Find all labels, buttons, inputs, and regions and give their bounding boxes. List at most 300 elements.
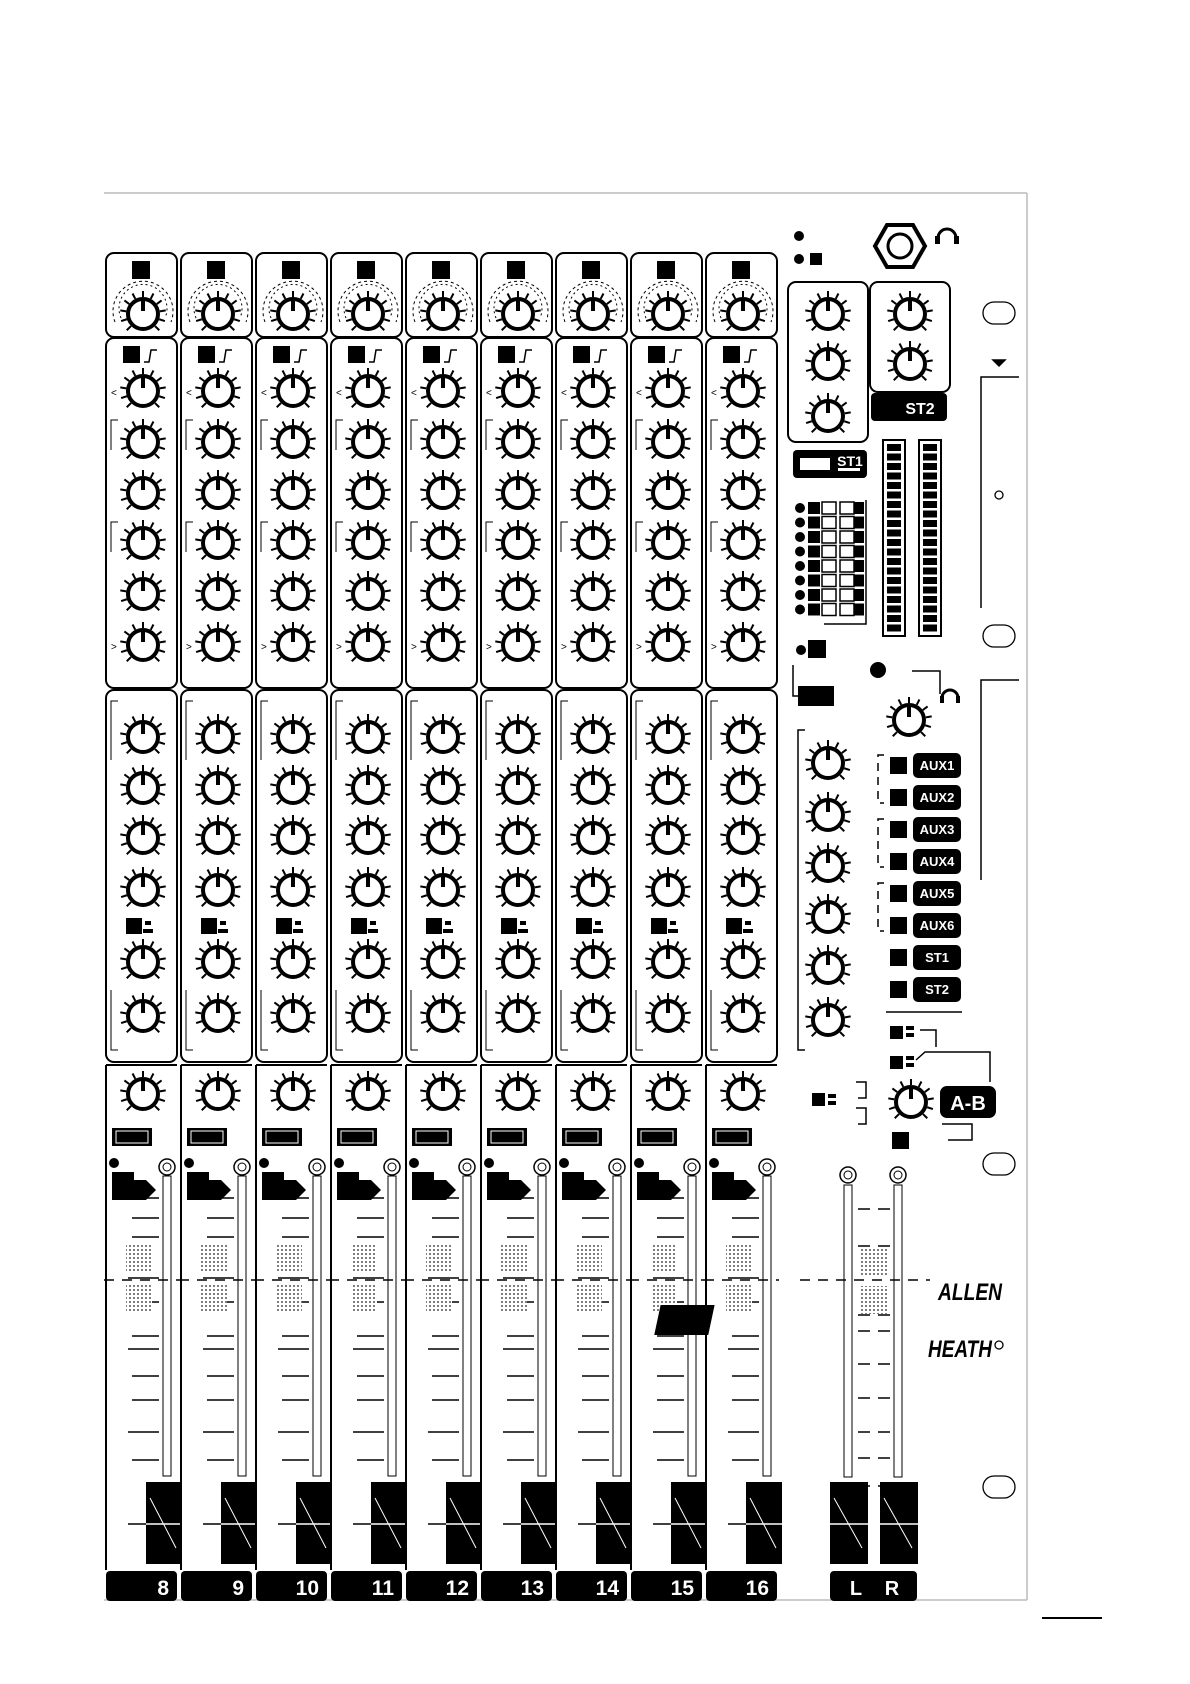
eq-knob-icon[interactable] bbox=[495, 520, 540, 559]
aux-label: AUX6 bbox=[919, 918, 955, 933]
pan-knob[interactable] bbox=[195, 1071, 240, 1110]
pad-switch[interactable] bbox=[357, 261, 375, 279]
fader-cap-icon[interactable] bbox=[278, 1482, 332, 1564]
eq-knob-icon[interactable] bbox=[495, 368, 540, 407]
peak-led bbox=[234, 1159, 250, 1175]
gain-knob[interactable] bbox=[645, 291, 690, 330]
eq-knob-icon[interactable] bbox=[645, 368, 690, 407]
fader-cap-icon[interactable] bbox=[728, 1482, 782, 1564]
aux-knob-icon[interactable] bbox=[345, 993, 390, 1032]
aux-knob-icon[interactable] bbox=[645, 939, 690, 978]
aux-knob-icon[interactable] bbox=[495, 815, 540, 854]
ab-level-knob[interactable] bbox=[888, 1079, 933, 1118]
pfl-button[interactable] bbox=[637, 1172, 681, 1200]
pad-switch[interactable] bbox=[282, 261, 300, 279]
eq-knob-icon[interactable] bbox=[195, 470, 240, 509]
hpf-icon bbox=[744, 350, 757, 362]
fader-cap-icon[interactable] bbox=[830, 1482, 868, 1564]
aux-master-knob[interactable] bbox=[805, 792, 850, 831]
ab-button[interactable] bbox=[940, 1086, 996, 1118]
eq-knob-icon[interactable] bbox=[495, 571, 540, 610]
pad-switch[interactable] bbox=[132, 261, 150, 279]
pad-switch[interactable] bbox=[432, 261, 450, 279]
aux-knob-icon[interactable] bbox=[720, 765, 765, 804]
aux-knob-icon[interactable] bbox=[270, 765, 315, 804]
eq-knob-icon[interactable] bbox=[120, 419, 165, 458]
switch-icon[interactable] bbox=[890, 821, 907, 838]
switch-icon[interactable] bbox=[822, 589, 836, 601]
eq-bracket bbox=[561, 420, 568, 450]
pre-post-icon bbox=[518, 929, 528, 933]
eq-knob-icon[interactable] bbox=[570, 571, 615, 610]
led-icon bbox=[795, 503, 805, 513]
aux-knob-icon[interactable] bbox=[495, 867, 540, 906]
switch-icon[interactable] bbox=[840, 560, 854, 572]
aux-knob-icon[interactable] bbox=[120, 993, 165, 1032]
eq-knob-icon[interactable] bbox=[570, 368, 615, 407]
aux-knob-icon[interactable] bbox=[570, 993, 615, 1032]
eq-bracket bbox=[186, 522, 193, 552]
fader-track bbox=[388, 1176, 396, 1476]
led-icon bbox=[795, 547, 805, 557]
pfl-button[interactable] bbox=[337, 1172, 381, 1200]
hpf-switch[interactable] bbox=[273, 346, 290, 363]
aux-label: ST1 bbox=[925, 950, 949, 965]
aux-route-aux4[interactable] bbox=[890, 849, 961, 874]
switch-icon[interactable] bbox=[822, 560, 836, 572]
hpf-switch[interactable] bbox=[423, 346, 440, 363]
switch-icon[interactable] bbox=[890, 1056, 903, 1069]
switch-icon[interactable] bbox=[890, 917, 907, 934]
hpf-switch[interactable] bbox=[648, 346, 665, 363]
switch-icon[interactable] bbox=[854, 575, 864, 587]
aux-master-knob[interactable] bbox=[805, 945, 850, 984]
gain-knob[interactable] bbox=[120, 291, 165, 330]
eq-knob-icon[interactable] bbox=[345, 571, 390, 610]
switch-icon[interactable] bbox=[812, 1093, 825, 1106]
eq-knob-icon[interactable] bbox=[420, 419, 465, 458]
switch-icon[interactable] bbox=[808, 589, 820, 601]
eq-bracket bbox=[111, 420, 118, 450]
switch-icon[interactable] bbox=[822, 546, 836, 558]
eq-knob-icon[interactable] bbox=[195, 622, 240, 661]
aux-knob-icon[interactable] bbox=[645, 815, 690, 854]
aux-master-knob[interactable] bbox=[805, 997, 850, 1036]
st2-return-knob[interactable] bbox=[887, 291, 932, 330]
eq-knob-icon[interactable] bbox=[345, 368, 390, 407]
aux-knob-icon[interactable] bbox=[195, 765, 240, 804]
master-label-plate bbox=[830, 1571, 917, 1601]
pan-knob[interactable] bbox=[645, 1071, 690, 1110]
eq-knob-icon[interactable] bbox=[645, 419, 690, 458]
fader-cap-icon[interactable] bbox=[353, 1482, 407, 1564]
pre-post-switch[interactable] bbox=[201, 918, 217, 934]
switch-icon[interactable] bbox=[840, 502, 854, 514]
hpf-switch[interactable] bbox=[123, 346, 140, 363]
aux-knob-icon[interactable] bbox=[420, 714, 465, 753]
switch-icon[interactable] bbox=[840, 604, 854, 616]
eq-knob-icon[interactable] bbox=[570, 470, 615, 509]
pre-post-switch[interactable] bbox=[576, 918, 592, 934]
st1-return-knob[interactable] bbox=[805, 393, 850, 432]
eq-knob-icon[interactable] bbox=[120, 470, 165, 509]
eq-knob-icon[interactable] bbox=[570, 622, 615, 661]
pan-knob[interactable] bbox=[720, 1071, 765, 1110]
switch-icon[interactable] bbox=[890, 789, 907, 806]
gain-knob[interactable] bbox=[345, 291, 390, 330]
aux-knob-icon[interactable] bbox=[570, 714, 615, 753]
switch-icon[interactable] bbox=[808, 604, 820, 616]
mounting-hole-icon bbox=[983, 1476, 1015, 1498]
led-icon bbox=[559, 1158, 569, 1168]
fader-cap-icon[interactable] bbox=[578, 1482, 632, 1564]
aux-knob-icon[interactable] bbox=[345, 939, 390, 978]
eq-knob-icon[interactable] bbox=[195, 368, 240, 407]
phones-level-knob[interactable] bbox=[886, 697, 931, 736]
switch-icon[interactable] bbox=[808, 531, 820, 543]
switch-icon[interactable] bbox=[840, 517, 854, 529]
eq-knob-icon[interactable] bbox=[645, 571, 690, 610]
fader-cap-icon[interactable] bbox=[203, 1482, 257, 1564]
aux-knob-icon[interactable] bbox=[420, 993, 465, 1032]
master-label-right: R bbox=[884, 1578, 900, 1600]
gain-knob[interactable] bbox=[495, 291, 540, 330]
eq-knob-icon[interactable] bbox=[720, 571, 765, 610]
pad-switch[interactable] bbox=[657, 261, 675, 279]
switch-icon[interactable] bbox=[890, 757, 907, 774]
fader-cap-icon[interactable] bbox=[653, 1482, 707, 1564]
pre-post-switch[interactable] bbox=[126, 918, 142, 934]
switch-icon[interactable] bbox=[890, 981, 907, 998]
aux-bracket bbox=[186, 701, 193, 760]
aux-knob-icon[interactable] bbox=[120, 939, 165, 978]
pan-knob[interactable] bbox=[420, 1071, 465, 1110]
switch-icon[interactable] bbox=[840, 546, 854, 558]
pfl-button[interactable] bbox=[112, 1172, 156, 1200]
eq-knob-icon[interactable] bbox=[345, 419, 390, 458]
aux-knob-icon[interactable] bbox=[120, 765, 165, 804]
switch-icon[interactable] bbox=[822, 502, 836, 514]
pfl-button[interactable] bbox=[187, 1172, 231, 1200]
aux-route-aux3[interactable] bbox=[890, 817, 961, 842]
aux-route-aux2[interactable] bbox=[890, 785, 961, 810]
aux-route-aux6[interactable] bbox=[890, 913, 961, 938]
eq-knob-icon[interactable] bbox=[420, 470, 465, 509]
aux-knob-icon[interactable] bbox=[570, 867, 615, 906]
headphone-icon bbox=[935, 229, 959, 244]
pad-switch[interactable] bbox=[207, 261, 225, 279]
fader-track bbox=[844, 1185, 852, 1477]
aux-knob-icon[interactable] bbox=[420, 765, 465, 804]
aux-knob-icon[interactable] bbox=[270, 867, 315, 906]
switch-icon[interactable] bbox=[808, 560, 820, 572]
aux-knob-icon[interactable] bbox=[495, 714, 540, 753]
switch-icon[interactable] bbox=[890, 1026, 903, 1039]
eq-knob-icon[interactable] bbox=[420, 520, 465, 559]
eq-knob-icon[interactable] bbox=[495, 470, 540, 509]
pre-post-switch[interactable] bbox=[651, 918, 667, 934]
st2-return-knob[interactable] bbox=[887, 341, 932, 380]
aux-master-knob[interactable] bbox=[805, 740, 850, 779]
fader-scale-shading bbox=[651, 1244, 677, 1272]
hpf-icon bbox=[444, 350, 457, 362]
st2-return-label bbox=[871, 393, 947, 421]
pfl-button[interactable] bbox=[487, 1172, 531, 1200]
switch-icon[interactable] bbox=[890, 885, 907, 902]
switch-icon[interactable] bbox=[808, 575, 820, 587]
switch-icon[interactable] bbox=[854, 517, 864, 529]
aux-route-aux5[interactable] bbox=[890, 881, 961, 906]
switch-icon[interactable] bbox=[822, 517, 836, 529]
gain-knob[interactable] bbox=[270, 291, 315, 330]
headphone-icon bbox=[940, 690, 960, 703]
aux-knob-icon[interactable] bbox=[120, 867, 165, 906]
pfl-button[interactable] bbox=[712, 1172, 756, 1200]
hpf-switch[interactable] bbox=[723, 346, 740, 363]
switch-icon[interactable] bbox=[808, 502, 820, 514]
hpf-icon bbox=[144, 350, 157, 362]
led-icon bbox=[796, 645, 806, 655]
eq-knob-icon[interactable] bbox=[645, 520, 690, 559]
led-icon bbox=[795, 532, 805, 542]
aux-knob-icon[interactable] bbox=[495, 993, 540, 1032]
eq-knob-icon[interactable] bbox=[345, 470, 390, 509]
fader-cap-icon[interactable] bbox=[503, 1482, 557, 1564]
aux-knob-icon[interactable] bbox=[720, 939, 765, 978]
eq-knob-icon[interactable] bbox=[270, 419, 315, 458]
aux-knob-icon[interactable] bbox=[345, 714, 390, 753]
aux-knob-icon[interactable] bbox=[270, 714, 315, 753]
aux-knob-icon[interactable] bbox=[420, 939, 465, 978]
eq-knob-icon[interactable] bbox=[420, 571, 465, 610]
aux-bracket bbox=[561, 701, 568, 760]
eq-knob-icon[interactable] bbox=[195, 520, 240, 559]
eq-knob-icon[interactable] bbox=[495, 622, 540, 661]
eq-knob-icon[interactable] bbox=[270, 470, 315, 509]
fader-cap-icon[interactable] bbox=[128, 1482, 182, 1564]
fader-scale-shading bbox=[501, 1244, 527, 1272]
pre-post-icon bbox=[218, 929, 228, 933]
aux-label: AUX5 bbox=[919, 886, 955, 901]
master-fader-scale bbox=[858, 1209, 890, 1486]
aux-knob-icon[interactable] bbox=[345, 867, 390, 906]
aux-knob-icon[interactable] bbox=[720, 714, 765, 753]
fader-track bbox=[238, 1176, 246, 1476]
eq-knob-icon[interactable] bbox=[645, 622, 690, 661]
eq-knob-icon[interactable] bbox=[420, 368, 465, 407]
switch-icon[interactable] bbox=[890, 949, 907, 966]
gain-knob[interactable] bbox=[195, 291, 240, 330]
channel-number: 10 bbox=[295, 1577, 319, 1600]
fader-scale-shading bbox=[426, 1244, 452, 1272]
switch-icon[interactable] bbox=[854, 502, 864, 514]
pan-knob[interactable] bbox=[270, 1071, 315, 1110]
switch-icon[interactable] bbox=[854, 604, 864, 616]
eq-knob-icon[interactable] bbox=[720, 470, 765, 509]
aux-knob-icon[interactable] bbox=[195, 993, 240, 1032]
eq-knob-icon[interactable] bbox=[345, 622, 390, 661]
pfl-button[interactable] bbox=[412, 1172, 456, 1200]
aux-knob-icon[interactable] bbox=[420, 815, 465, 854]
eq-knob-icon[interactable] bbox=[270, 368, 315, 407]
eq-knob-icon[interactable] bbox=[120, 571, 165, 610]
aux-knob-icon[interactable] bbox=[120, 815, 165, 854]
eq-knob-icon[interactable] bbox=[720, 520, 765, 559]
aux-route-aux1[interactable] bbox=[890, 753, 961, 778]
eq-knob-icon[interactable] bbox=[345, 520, 390, 559]
aux-knob-icon[interactable] bbox=[720, 815, 765, 854]
fader-cap-icon[interactable] bbox=[880, 1482, 918, 1564]
pre-post-icon bbox=[668, 929, 678, 933]
aux-label: AUX2 bbox=[919, 790, 955, 805]
aux-route-st1[interactable] bbox=[890, 945, 961, 970]
eq-knob-icon[interactable] bbox=[720, 368, 765, 407]
aux-master-knob[interactable] bbox=[805, 894, 850, 933]
pan-knob[interactable] bbox=[120, 1071, 165, 1110]
aux-knob-icon[interactable] bbox=[495, 765, 540, 804]
eq-marker: > bbox=[561, 642, 567, 653]
eq-knob-icon[interactable] bbox=[495, 419, 540, 458]
switch-icon[interactable] bbox=[810, 253, 822, 265]
peak-led bbox=[840, 1167, 856, 1183]
fader-cap-icon[interactable] bbox=[428, 1482, 482, 1564]
switch-icon[interactable] bbox=[822, 575, 836, 587]
aux-knob-icon[interactable] bbox=[645, 714, 690, 753]
eq-knob-icon[interactable] bbox=[270, 520, 315, 559]
hpf-switch[interactable] bbox=[498, 346, 515, 363]
eq-knob-icon[interactable] bbox=[420, 622, 465, 661]
switch-icon[interactable] bbox=[854, 531, 864, 543]
switch-icon[interactable] bbox=[840, 575, 854, 587]
eq-knob-icon[interactable] bbox=[720, 622, 765, 661]
aux-knob-icon[interactable] bbox=[345, 815, 390, 854]
eq-knob-icon[interactable] bbox=[720, 419, 765, 458]
switch-icon[interactable] bbox=[808, 640, 826, 658]
mounting-hole-icon bbox=[983, 1153, 1015, 1175]
eq-knob-icon[interactable] bbox=[120, 622, 165, 661]
eq-knob-icon[interactable] bbox=[270, 571, 315, 610]
aux-route-st2[interactable] bbox=[890, 977, 961, 1002]
mute-indicator bbox=[416, 1131, 448, 1143]
pre-post-switch[interactable] bbox=[426, 918, 442, 934]
aux-master-knob[interactable] bbox=[805, 843, 850, 882]
switch-icon[interactable] bbox=[854, 546, 864, 558]
eq-bracket bbox=[636, 522, 643, 552]
pan-knob[interactable] bbox=[345, 1071, 390, 1110]
switch-icon bbox=[906, 1033, 914, 1037]
aux-label: AUX4 bbox=[919, 854, 955, 869]
aux-bracket bbox=[561, 990, 568, 1050]
aux-knob-icon[interactable] bbox=[270, 815, 315, 854]
pan-knob[interactable] bbox=[495, 1071, 540, 1110]
pfl-button[interactable] bbox=[562, 1172, 606, 1200]
pan-knob[interactable] bbox=[570, 1071, 615, 1110]
pre-post-switch[interactable] bbox=[351, 918, 367, 934]
switch-icon[interactable] bbox=[822, 604, 836, 616]
switch-icon[interactable] bbox=[854, 560, 864, 572]
eq-knob-icon[interactable] bbox=[570, 419, 615, 458]
eq-knob-icon[interactable] bbox=[645, 470, 690, 509]
switch-icon[interactable] bbox=[840, 589, 854, 601]
hpf-switch[interactable] bbox=[198, 346, 215, 363]
eq-bracket bbox=[711, 522, 718, 552]
aux-knob-icon[interactable] bbox=[195, 867, 240, 906]
channel-number: 15 bbox=[670, 1577, 694, 1600]
gain-knob[interactable] bbox=[420, 291, 465, 330]
eq-knob-icon[interactable] bbox=[120, 520, 165, 559]
aux-knob-icon[interactable] bbox=[270, 993, 315, 1032]
aux-knob-icon[interactable] bbox=[195, 939, 240, 978]
switch-icon[interactable] bbox=[808, 517, 820, 529]
pre-post-switch[interactable] bbox=[726, 918, 742, 934]
switch-icon[interactable] bbox=[822, 531, 836, 543]
aux-bracket bbox=[636, 701, 643, 760]
pad-switch[interactable] bbox=[507, 261, 525, 279]
channel-strip bbox=[554, 253, 632, 1570]
aux-knob-icon[interactable] bbox=[570, 815, 615, 854]
fader-scale-shading bbox=[726, 1244, 752, 1272]
peak-led bbox=[159, 1159, 175, 1175]
switch-icon[interactable] bbox=[854, 589, 864, 601]
channel-number: 8 bbox=[157, 1577, 169, 1600]
led-icon bbox=[109, 1158, 119, 1168]
aux-knob-icon[interactable] bbox=[195, 714, 240, 753]
aux-knob-icon[interactable] bbox=[720, 867, 765, 906]
peak-led bbox=[384, 1159, 400, 1175]
aux-knob-icon[interactable] bbox=[570, 939, 615, 978]
aux-knob-icon[interactable] bbox=[420, 867, 465, 906]
gain-knob[interactable] bbox=[570, 291, 615, 330]
eq-marker: > bbox=[186, 642, 192, 653]
st1-return-knob[interactable] bbox=[805, 341, 850, 380]
switch-icon[interactable] bbox=[892, 1132, 909, 1149]
eq-bracket bbox=[261, 522, 268, 552]
aux-knob-icon[interactable] bbox=[120, 714, 165, 753]
pre-post-switch[interactable] bbox=[276, 918, 292, 934]
aux-knob-icon[interactable] bbox=[570, 765, 615, 804]
channel-strip bbox=[104, 253, 182, 1570]
eq-bracket bbox=[411, 420, 418, 450]
aux-knob-icon[interactable] bbox=[495, 939, 540, 978]
aux-knob-icon[interactable] bbox=[645, 765, 690, 804]
eq-knob-icon[interactable] bbox=[195, 571, 240, 610]
aux-knob-icon[interactable] bbox=[345, 765, 390, 804]
eq-knob-icon[interactable] bbox=[270, 622, 315, 661]
hpf-switch[interactable] bbox=[348, 346, 365, 363]
aux-knob-icon[interactable] bbox=[645, 993, 690, 1032]
aux-bracket bbox=[711, 701, 718, 760]
gain-knob[interactable] bbox=[720, 291, 765, 330]
pre-post-switch[interactable] bbox=[501, 918, 517, 934]
aux-knob-icon[interactable] bbox=[270, 939, 315, 978]
switch-icon[interactable] bbox=[890, 853, 907, 870]
aux-knob-icon[interactable] bbox=[645, 867, 690, 906]
hpf-switch[interactable] bbox=[573, 346, 590, 363]
aux-knob-icon[interactable] bbox=[720, 993, 765, 1032]
eq-knob-icon[interactable] bbox=[195, 419, 240, 458]
st1-return-knob[interactable] bbox=[805, 291, 850, 330]
pad-switch[interactable] bbox=[732, 261, 750, 279]
fader-scale-shading bbox=[126, 1244, 152, 1272]
eq-knob-icon[interactable] bbox=[120, 368, 165, 407]
eq-knob-icon[interactable] bbox=[570, 520, 615, 559]
switch-icon[interactable] bbox=[840, 531, 854, 543]
switch-icon[interactable] bbox=[808, 546, 820, 558]
pad-switch[interactable] bbox=[582, 261, 600, 279]
aux-knob-icon[interactable] bbox=[195, 815, 240, 854]
pfl-button[interactable] bbox=[262, 1172, 306, 1200]
aux-bracket bbox=[111, 701, 118, 760]
